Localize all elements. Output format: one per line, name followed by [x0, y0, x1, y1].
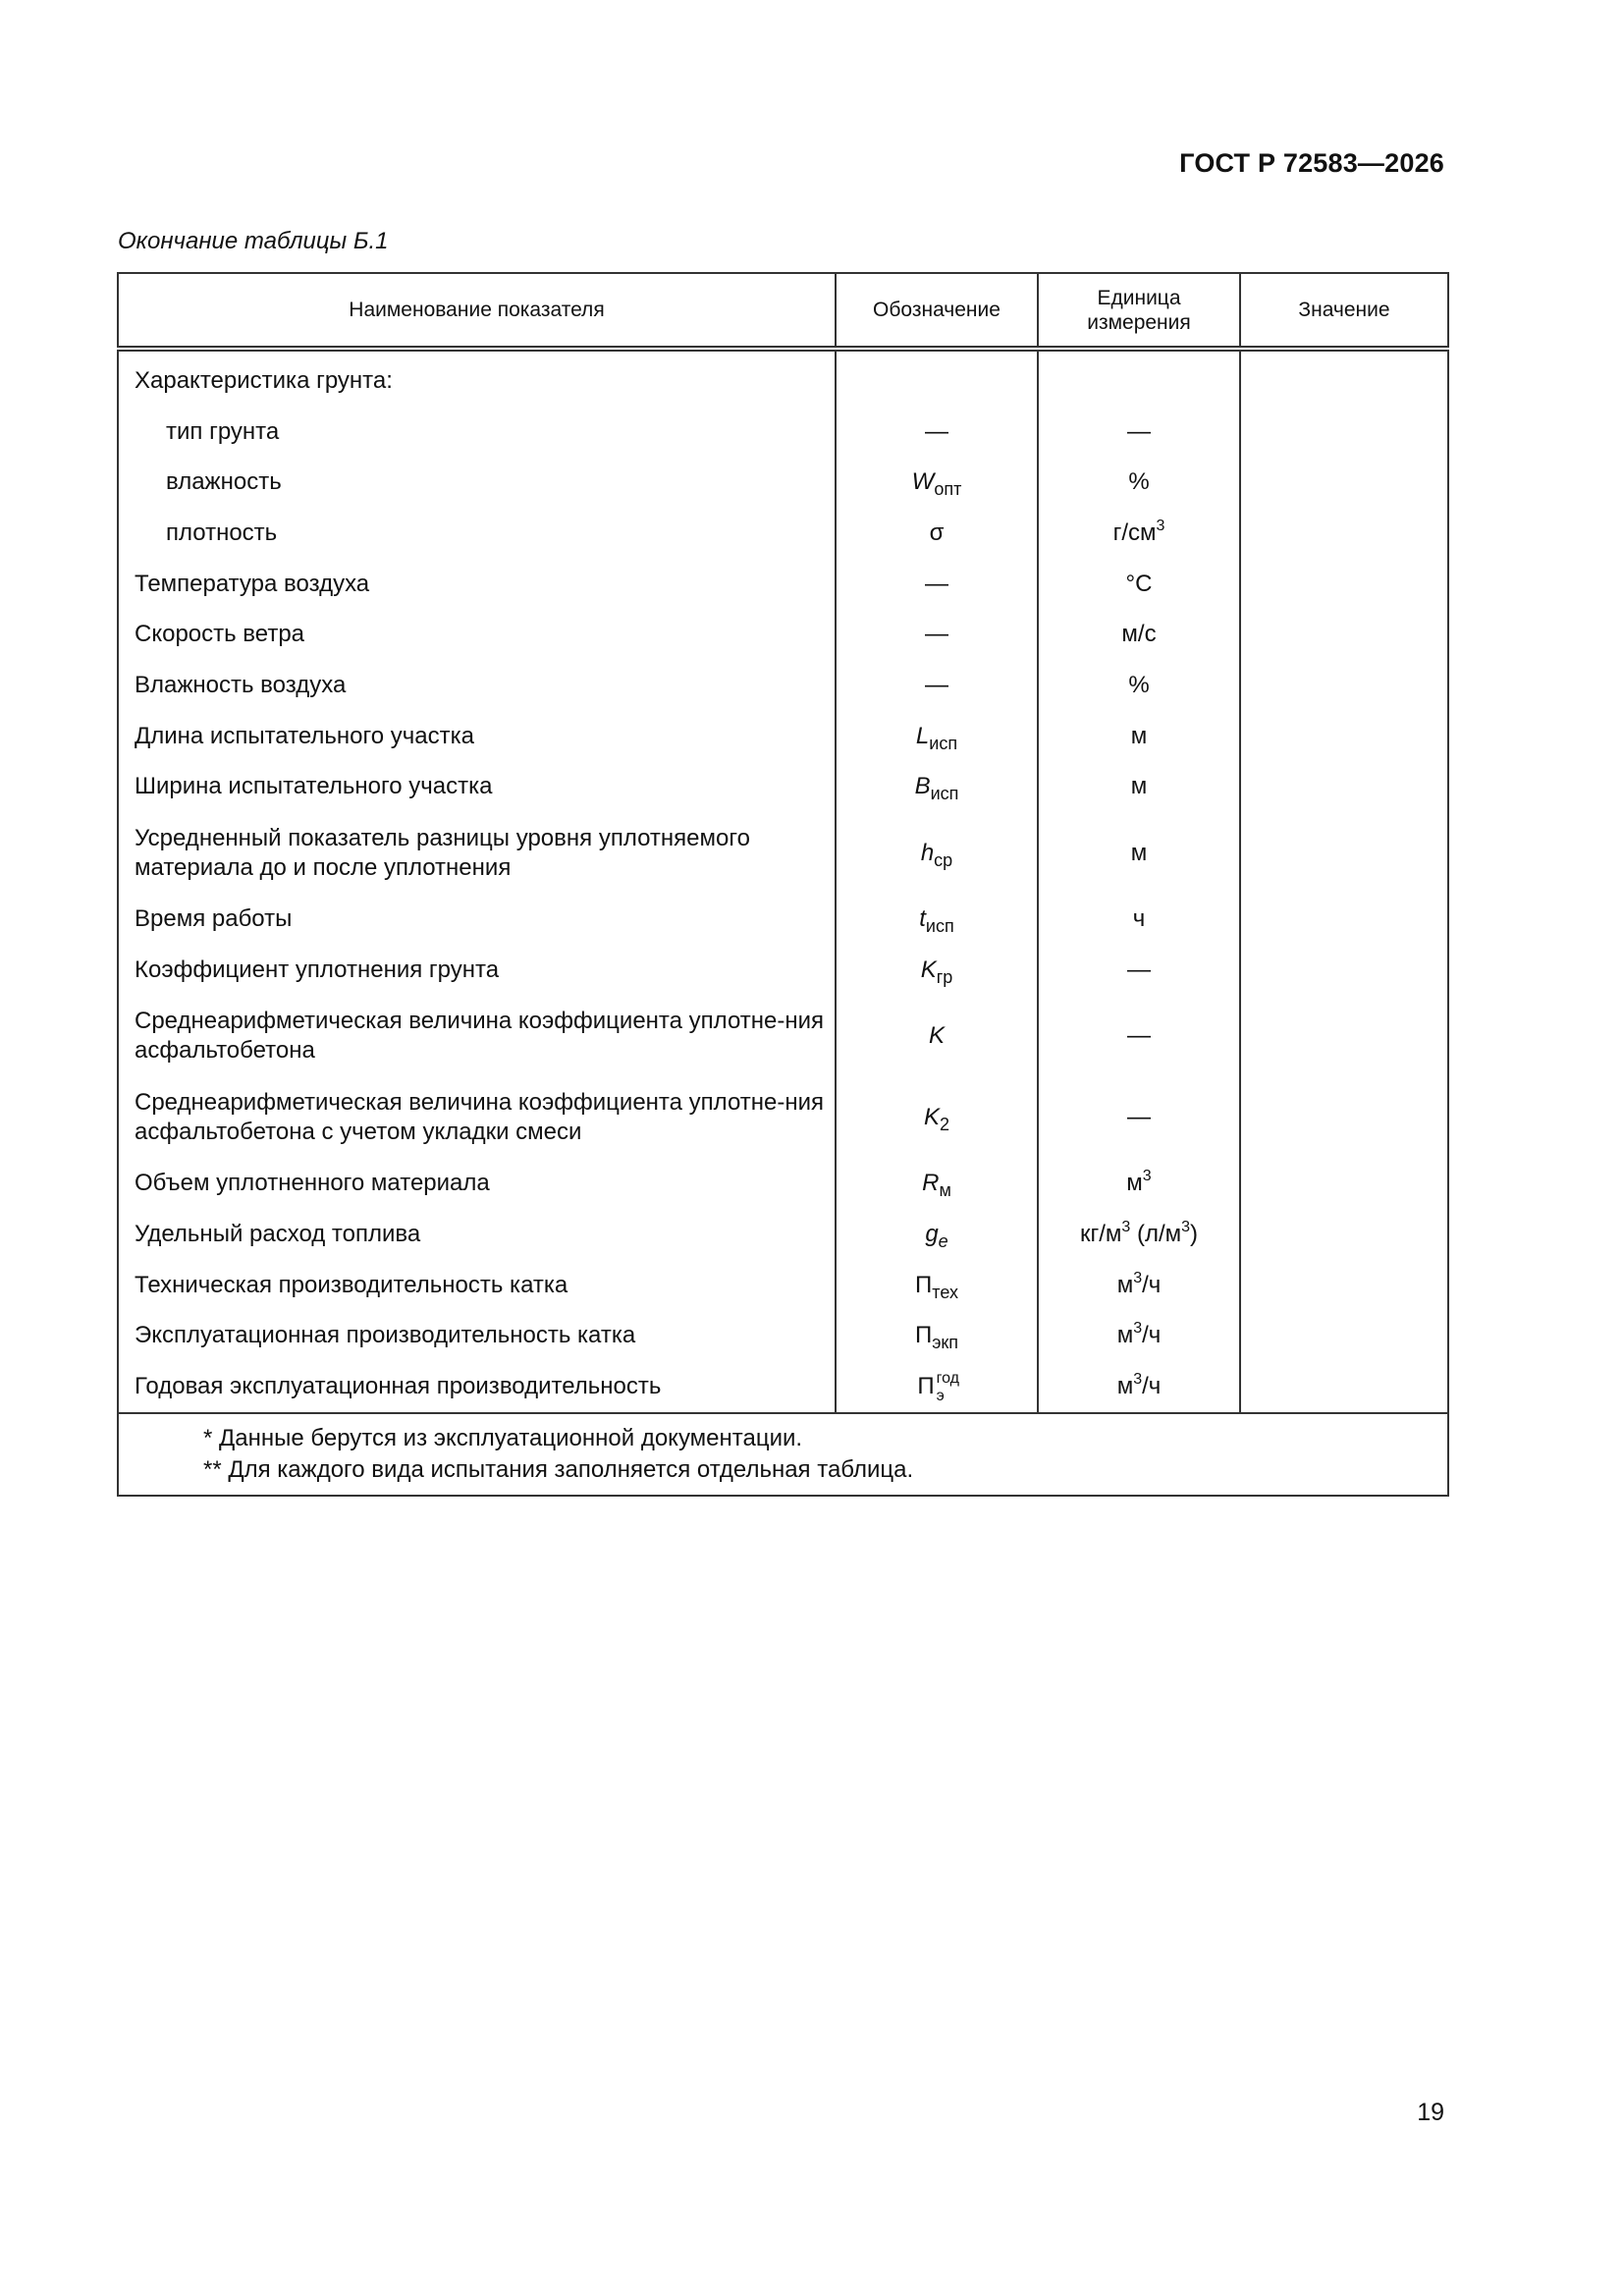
unit-sup: 3: [1133, 1269, 1143, 1286]
symbol-sub: м: [939, 1180, 951, 1201]
symbol-main: h: [920, 839, 935, 866]
row-value: [1240, 711, 1448, 762]
unit-part: (л/м: [1130, 1221, 1182, 1248]
row-name: Усредненный показатель разницы уровня уплотняемого материала до и после уплотнения: [118, 812, 836, 894]
row-unit: [1038, 349, 1240, 407]
page-number: 19: [1417, 2099, 1444, 2126]
symbol-sub: исп: [930, 784, 959, 804]
symbol-sub: тех: [932, 1282, 958, 1302]
table-row: [118, 508, 1448, 559]
row-value: [1240, 349, 1448, 407]
symbol-sub: e: [938, 1231, 948, 1252]
row-symbol: [836, 349, 1038, 407]
footnote-row: [118, 1413, 1448, 1496]
col-header-name: Наименование показателя: [118, 273, 836, 349]
row-symbol: [836, 812, 1038, 894]
unit-tail: /ч: [1142, 1322, 1162, 1349]
row-name: плотность: [118, 508, 836, 559]
row-value: [1240, 894, 1448, 945]
row-unit: [1038, 508, 1240, 559]
table-row: [118, 996, 1448, 1077]
symbol-sub: исп: [929, 733, 958, 753]
symbol-main: П: [914, 1322, 933, 1349]
row-unit: м: [1038, 762, 1240, 813]
unit-sup: 3: [1142, 1168, 1152, 1185]
row-name: Длина испытательного участка: [118, 711, 836, 762]
row-value: [1240, 609, 1448, 660]
table-row: [118, 762, 1448, 813]
symbol-main: K: [920, 956, 937, 983]
row-unit: [1038, 1260, 1240, 1311]
row-symbol: σ: [836, 508, 1038, 559]
row-unit: ч: [1038, 894, 1240, 945]
row-symbol: K: [836, 996, 1038, 1077]
table-row: [118, 559, 1448, 610]
row-name: тип грунта: [118, 407, 836, 458]
unit-part: ): [1190, 1221, 1199, 1248]
row-name: Техническая производительность катка: [118, 1260, 836, 1311]
symbol-sub: экп: [932, 1333, 959, 1353]
row-value: [1240, 1077, 1448, 1159]
row-unit: м: [1038, 711, 1240, 762]
symbol-main: B: [914, 773, 931, 800]
unit-main: г/см: [1112, 519, 1157, 546]
row-name: Эксплуатационная производительность катка: [118, 1311, 836, 1362]
symbol-sub: 2: [940, 1115, 950, 1135]
row-value: [1240, 1209, 1448, 1260]
row-name: Время работы: [118, 894, 836, 945]
row-symbol: [836, 711, 1038, 762]
row-unit: —: [1038, 996, 1240, 1077]
col-header-value: Значение: [1240, 273, 1448, 349]
row-value: [1240, 407, 1448, 458]
row-value: [1240, 508, 1448, 559]
table-row: [118, 894, 1448, 945]
row-symbol: —: [836, 609, 1038, 660]
spec-table: [117, 272, 1449, 1497]
row-symbol: [836, 1260, 1038, 1311]
table-row: [118, 609, 1448, 660]
row-name: Объем уплотненного материала: [118, 1159, 836, 1210]
row-unit: —: [1038, 407, 1240, 458]
row-symbol: [836, 1311, 1038, 1362]
unit-sup: 3: [1133, 1320, 1143, 1338]
row-unit: [1038, 1361, 1240, 1413]
row-unit: [1038, 1159, 1240, 1210]
symbol-main: П: [915, 1271, 933, 1298]
row-unit: м/с: [1038, 609, 1240, 660]
symbol-sub: ср: [934, 849, 953, 870]
symbol-sup: год: [936, 1370, 959, 1388]
unit-main: м: [1126, 1170, 1143, 1197]
table-caption: Окончание таблицы Б.1: [118, 228, 389, 254]
row-symbol: [836, 1209, 1038, 1260]
table-row: [118, 349, 1448, 407]
unit-sup: 3: [1121, 1219, 1131, 1236]
table-row: [118, 660, 1448, 711]
unit-sup: 3: [1181, 1219, 1191, 1236]
row-name: Удельный расход топлива: [118, 1209, 836, 1260]
unit-main: м: [1116, 1322, 1134, 1349]
row-name: Скорость ветра: [118, 609, 836, 660]
row-name: Коэффициент уплотнения грунта: [118, 945, 836, 996]
symbol-main: L: [915, 722, 930, 749]
footnote: * Данные берутся из эксплуатационной документации.: [203, 1425, 803, 1451]
unit-part: кг/м: [1079, 1221, 1122, 1248]
symbol-main: t: [919, 905, 926, 933]
unit-sup: 3: [1156, 517, 1165, 534]
table-row: [118, 1361, 1448, 1413]
row-name: Ширина испытательного участка: [118, 762, 836, 813]
row-value: [1240, 559, 1448, 610]
footnote: ** Для каждого вида испытания заполняется отдельная таблица.: [203, 1456, 914, 1483]
row-unit: °С: [1038, 559, 1240, 610]
standard-code: ГОСТ Р 72583—2026: [1179, 148, 1444, 178]
row-unit: —: [1038, 945, 1240, 996]
row-name: Среднеарифметическая величина коэффициента уплотне-ния асфальтобетона: [118, 996, 836, 1077]
footnotes: [118, 1413, 1448, 1496]
row-symbol: [836, 1361, 1038, 1413]
row-name: Среднеарифметическая величина коэффициента уплотне-ния асфальтобетона с учетом укладки смеси: [118, 1077, 836, 1159]
row-unit: %: [1038, 457, 1240, 508]
symbol-main: R: [922, 1170, 940, 1197]
table-row: [118, 812, 1448, 894]
symbol-sub: э: [936, 1388, 945, 1405]
symbol-main: П: [917, 1373, 935, 1400]
row-value: [1240, 812, 1448, 894]
row-value: [1240, 1311, 1448, 1362]
row-value: [1240, 1159, 1448, 1210]
row-name: влажность: [118, 457, 836, 508]
row-value: [1240, 762, 1448, 813]
table-row: [118, 945, 1448, 996]
symbol-sub: исп: [925, 916, 954, 937]
symbol-main: g: [925, 1221, 939, 1248]
row-name: Характеристика грунта:: [118, 349, 836, 407]
row-value: [1240, 1260, 1448, 1311]
symbol-main: K: [923, 1104, 940, 1131]
symbol-sub: гр: [936, 966, 953, 987]
table-row: [118, 1159, 1448, 1210]
table-header-row: [118, 273, 1448, 349]
row-value: [1240, 457, 1448, 508]
row-symbol: [836, 1077, 1038, 1159]
table-row: [118, 711, 1448, 762]
symbol-sub: опт: [934, 479, 962, 500]
row-value: [1240, 996, 1448, 1077]
unit-sup: 3: [1133, 1371, 1143, 1389]
table-row: [118, 457, 1448, 508]
row-name: Влажность воздуха: [118, 660, 836, 711]
table-row: [118, 407, 1448, 458]
row-unit: [1038, 1209, 1240, 1260]
row-symbol: [836, 1159, 1038, 1210]
row-value: [1240, 945, 1448, 996]
row-unit: —: [1038, 1077, 1240, 1159]
row-unit: [1038, 1311, 1240, 1362]
col-header-symbol: Обозначение: [836, 273, 1038, 349]
row-unit: %: [1038, 660, 1240, 711]
row-name: Годовая эксплуатационная производительность: [118, 1361, 836, 1413]
symbol-main: W: [911, 468, 935, 496]
unit-tail: /ч: [1142, 1373, 1162, 1400]
row-symbol: —: [836, 660, 1038, 711]
table-row: [118, 1209, 1448, 1260]
unit-main: м: [1116, 1271, 1134, 1298]
row-value: [1240, 660, 1448, 711]
symbol-script-stack: [935, 1370, 959, 1405]
row-symbol: [836, 894, 1038, 945]
col-header-unit: Единица измерения: [1038, 273, 1240, 349]
row-symbol: —: [836, 407, 1038, 458]
row-value: [1240, 1361, 1448, 1413]
unit-main: м: [1116, 1373, 1134, 1400]
row-symbol: [836, 945, 1038, 996]
row-name: Температура воздуха: [118, 559, 836, 610]
unit-tail: /ч: [1142, 1271, 1162, 1298]
row-unit: м: [1038, 812, 1240, 894]
row-symbol: —: [836, 559, 1038, 610]
table-row: [118, 1077, 1448, 1159]
row-symbol: [836, 762, 1038, 813]
table-row: [118, 1260, 1448, 1311]
table-row: [118, 1311, 1448, 1362]
row-symbol: [836, 457, 1038, 508]
